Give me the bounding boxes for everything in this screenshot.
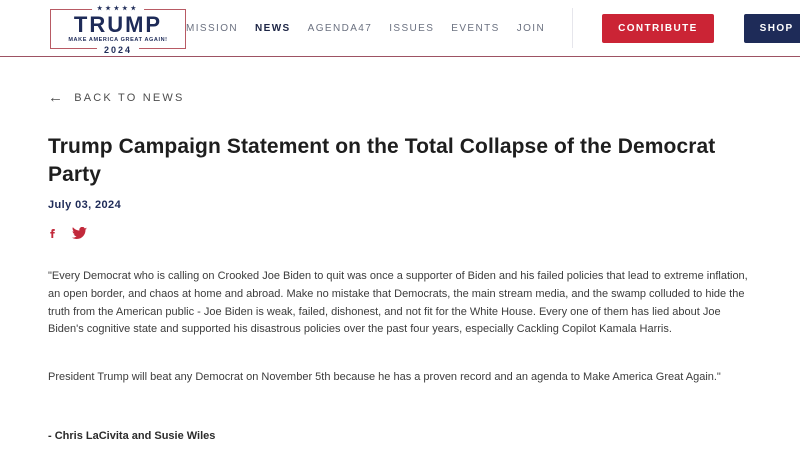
nav-item-events[interactable]: EVENTS xyxy=(451,22,500,34)
article-date: July 03, 2024 xyxy=(48,199,122,212)
site-header xyxy=(0,0,800,57)
back-arrow-icon: ← xyxy=(48,89,66,106)
back-to-news-link[interactable] xyxy=(48,90,185,105)
main-nav xyxy=(186,8,800,48)
shop-button[interactable]: SHOP xyxy=(744,14,800,43)
article-paragraph: President Trump will beat any Democrat on November 5th because he has a proven record and an agenda to Make America Great Again." xyxy=(48,370,721,383)
nav-item-mission[interactable]: MISSION xyxy=(186,22,239,34)
nav-item-agenda47[interactable]: AGENDA47 xyxy=(307,22,373,34)
facebook-icon[interactable] xyxy=(48,226,57,241)
page-title: Trump Campaign Statement on the Total Collapse of the Democrat Party xyxy=(48,135,716,186)
trump-2024-logo[interactable] xyxy=(50,6,186,55)
twitter-icon[interactable] xyxy=(72,227,87,240)
contribute-button[interactable]: CONTRIBUTE xyxy=(602,14,714,43)
logo-stars-icon: ★★★★★ xyxy=(92,5,144,12)
article-body xyxy=(48,268,752,386)
logo-year: 2024 xyxy=(97,45,139,55)
nav-item-join[interactable]: JOIN xyxy=(516,22,546,34)
article-page xyxy=(0,57,800,442)
nav-item-issues[interactable]: ISSUES xyxy=(389,22,435,34)
logo-title: TRUMP xyxy=(73,12,163,37)
article-signature: - Chris LaCivita and Susie Wiles xyxy=(48,430,216,443)
back-link-label: BACK TO NEWS xyxy=(74,91,185,104)
article-paragraph: "Every Democrat who is calling on Crooked Joe Biden to quit was once a supporter of Biden and his failed policies that lead to extreme inflation, an open border, and chaos at home and abroad. Make no mistake that Democrats, the main stream media, and the swamp colluded to hide the truth from the American public - Joe Biden is weak, failed, dishonest, and not fit for the White House. Every one of them has lied about Joe Biden's cognitive state and supported his disastrous policies over the past four years, especially Cackling Copilot Kamala Harris. xyxy=(48,270,748,336)
share-icons-row xyxy=(48,226,752,241)
logo-tagline: MAKE AMERICA GREAT AGAIN! xyxy=(68,37,168,43)
nav-item-news[interactable]: NEWS xyxy=(255,22,291,34)
nav-divider xyxy=(572,8,573,48)
